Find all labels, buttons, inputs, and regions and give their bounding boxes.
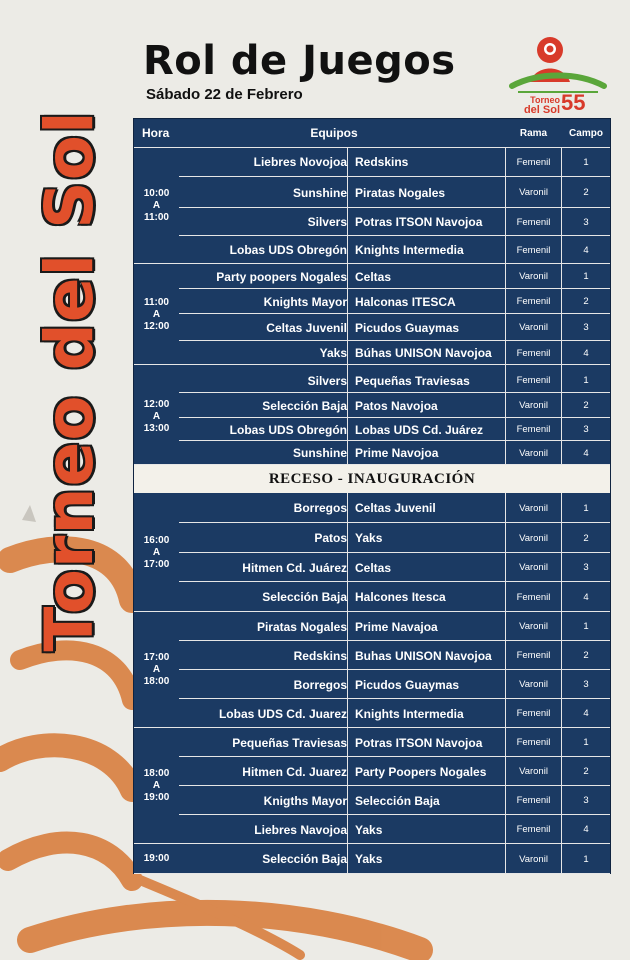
time-line1: 19:00	[143, 853, 170, 864]
time-line3: 12:00	[143, 320, 170, 332]
home-team: Redskins	[293, 648, 347, 663]
home-team: Silvers	[307, 215, 347, 229]
away-team: Prime Navojoa	[355, 446, 439, 460]
home-team: Celtas Juvenil	[266, 320, 347, 335]
table-row	[134, 493, 610, 523]
time-slot	[134, 728, 179, 844]
block-divider	[134, 727, 610, 728]
block-divider	[134, 873, 610, 874]
away-team: Party Poopers Nogales	[355, 764, 487, 779]
away-team: Knights Intermedia	[355, 243, 464, 257]
away-team: Búhas UNISON Navojoa	[355, 346, 492, 360]
campo-value: 1	[583, 156, 589, 168]
time-slot	[134, 493, 179, 612]
schedule-table	[133, 118, 611, 874]
table-row	[134, 553, 610, 582]
header-campo: Campo	[569, 127, 603, 139]
table-row	[134, 728, 610, 757]
rama-value: Femenil	[516, 824, 551, 835]
time-line2: A	[152, 308, 161, 320]
home-team: Pequeñas Traviesas	[232, 735, 347, 750]
rama-value: Femenil	[516, 650, 551, 661]
time-line2: A	[152, 546, 161, 558]
rama-value: Femenil	[516, 244, 551, 256]
away-team: Yaks	[355, 531, 383, 545]
rama-value: Femenil	[516, 795, 551, 806]
header-rama: Rama	[519, 127, 548, 139]
campo-value: 4	[583, 244, 589, 256]
logo-text-torneo: Torneo	[530, 95, 560, 105]
time-line3: 19:00	[143, 792, 170, 803]
table-row	[134, 441, 610, 465]
time-line1: 11:00	[143, 296, 169, 308]
table-row	[134, 236, 610, 264]
rama-value: Varonil	[519, 447, 548, 459]
home-team: Sunshine	[292, 185, 347, 200]
rama-value: Femenil	[516, 347, 551, 359]
campo-value: 2	[583, 296, 589, 307]
home-team: Lobas UDS Cd. Juarez	[218, 706, 347, 721]
time-line2: A	[152, 410, 161, 422]
time-line3: 18:00	[143, 676, 170, 687]
table-row	[134, 670, 610, 699]
away-team: Selección Baja	[355, 793, 440, 808]
rama-value: Varonil	[519, 621, 548, 632]
time-line2: A	[152, 199, 161, 211]
campo-value: 2	[583, 766, 589, 777]
campo-value: 4	[583, 591, 589, 603]
rama-value: Varonil	[519, 853, 548, 865]
time-line3: 17:00	[143, 558, 170, 570]
time-line2: A	[152, 664, 161, 675]
table-row	[134, 786, 610, 815]
table-row	[134, 582, 610, 612]
away-team: Piratas Nogales	[355, 185, 446, 200]
table-row	[134, 641, 610, 670]
home-team: Lobas UDS Obregón	[229, 243, 347, 257]
rama-value: Femenil	[516, 424, 551, 435]
home-team: Silvers	[307, 373, 347, 388]
table-header	[134, 119, 610, 148]
away-team: Potras ITSON Navojoa	[355, 735, 483, 750]
home-team: Knigths Mayor	[263, 793, 347, 808]
campo-value: 4	[583, 824, 589, 835]
away-team: Celtas Juvenil	[355, 501, 436, 515]
away-team: Picudos Guaymas	[355, 320, 460, 335]
home-team: Selección Baja	[262, 398, 347, 413]
sun-logo-icon	[508, 34, 608, 96]
away-team: Yaks	[355, 852, 383, 866]
away-team: Redskins	[355, 155, 409, 169]
home-team: Liebres Novojoa	[253, 155, 347, 169]
campo-value: 2	[583, 532, 589, 544]
campo-value: 1	[583, 271, 589, 282]
header-hora: Hora	[142, 126, 170, 140]
table-row	[134, 612, 610, 641]
campo-value: 3	[583, 424, 589, 435]
rama-value: Femenil	[516, 156, 551, 168]
rama-value: Femenil	[516, 296, 551, 307]
block-divider	[134, 364, 610, 365]
logo-number: 55	[561, 90, 586, 115]
table-row	[134, 264, 610, 289]
time-line3: 11:00	[143, 211, 169, 223]
rama-value: Varonil	[519, 187, 548, 198]
rama-value: Femenil	[516, 375, 551, 386]
time-slot	[134, 264, 179, 365]
time-slot	[134, 147, 179, 264]
rama-value: Varonil	[519, 400, 548, 411]
rama-value: Varonil	[519, 562, 548, 573]
campo-value: 3	[583, 679, 589, 690]
away-team: Celtas	[355, 269, 392, 284]
rama-value: Femenil	[516, 708, 551, 719]
page-title: Rol de Juegos	[143, 38, 456, 84]
table-row	[134, 844, 610, 874]
block-divider	[134, 843, 610, 844]
table-row	[134, 699, 610, 728]
campo-value: 1	[583, 621, 589, 632]
away-team: Potras ITSON Navojoa	[355, 215, 483, 229]
away-team: Picudos Guaymas	[355, 677, 460, 692]
away-team: Halcones Itesca	[355, 590, 446, 604]
rama-value: Femenil	[516, 737, 551, 748]
campo-value: 1	[583, 737, 589, 748]
rama-value: Varonil	[519, 679, 548, 690]
side-title: Torneo del Sol	[31, 110, 108, 652]
home-team: Sunshine	[292, 446, 347, 460]
home-team: Hitmen Cd. Juárez	[242, 560, 347, 575]
page-subtitle: Sábado 22 de Febrero	[146, 86, 303, 103]
receso-banner: RECESO - INAUGURACIÓN	[134, 465, 610, 493]
time-slot	[134, 612, 179, 728]
home-team: Liebres Navojoa	[254, 822, 347, 837]
home-team: Selección Baja	[262, 590, 347, 604]
rama-value: Varonil	[519, 766, 548, 777]
block-divider	[134, 611, 610, 612]
away-team: Halconas ITESCA	[355, 294, 456, 309]
home-team: Borregos	[293, 677, 347, 692]
table-row	[134, 208, 610, 236]
campo-value: 3	[583, 562, 589, 573]
away-team: Pequeñas Traviesas	[355, 373, 470, 388]
torneo-logo	[508, 34, 608, 114]
rama-value: Femenil	[516, 591, 551, 603]
away-team: Celtas	[355, 560, 392, 575]
rama-value: Varonil	[519, 271, 548, 282]
home-team: Knights Mayor	[263, 294, 347, 309]
time-line1: 12:00	[143, 398, 170, 410]
campo-value: 4	[583, 708, 589, 719]
campo-value: 1	[583, 375, 589, 386]
time-slot	[134, 368, 179, 465]
time-line1: 10:00	[143, 187, 170, 199]
table-row	[134, 289, 610, 314]
table-row	[134, 314, 610, 341]
home-team: Party poopers Nogales	[216, 269, 347, 284]
time-line1: 18:00	[143, 768, 170, 779]
rama-value: Varonil	[519, 502, 548, 514]
home-team: Patos	[314, 531, 347, 545]
block-divider	[134, 263, 610, 264]
campo-value: 3	[583, 795, 589, 806]
time-line2: A	[152, 780, 161, 791]
away-team: Patos Navojoa	[355, 398, 438, 413]
away-team: Lobas UDS Cd. Juárez	[355, 422, 484, 437]
table-row	[134, 815, 610, 844]
home-team: Selección Baja	[262, 852, 347, 866]
campo-value: 3	[583, 322, 589, 333]
table-row	[134, 757, 610, 786]
table-row	[134, 147, 610, 177]
rama-value: Femenil	[516, 216, 551, 228]
time-slot	[134, 844, 179, 874]
away-team: Yaks	[355, 822, 383, 837]
rama-value: Varonil	[519, 532, 548, 544]
campo-value: 2	[583, 400, 589, 411]
table-row	[134, 341, 610, 365]
away-team: Prime Navajoa	[355, 619, 438, 634]
table-row	[134, 177, 610, 208]
campo-value: 2	[583, 187, 589, 198]
logo-text-del-sol: del Sol	[523, 104, 560, 116]
home-team: Hitmen Cd. Juarez	[242, 764, 347, 779]
campo-value: 4	[583, 447, 589, 459]
time-line1: 17:00	[143, 652, 170, 663]
home-team: Yaks	[319, 346, 347, 360]
header-equipos: Equipos	[310, 126, 358, 140]
home-team: Piratas Nogales	[256, 619, 347, 634]
campo-value: 4	[583, 347, 589, 359]
rama-value: Varonil	[519, 322, 548, 333]
table-row	[134, 418, 610, 441]
table-row	[134, 523, 610, 553]
campo-value: 3	[583, 216, 589, 228]
table-row	[134, 393, 610, 418]
table-row	[134, 368, 610, 393]
home-team: Borregos	[293, 501, 347, 515]
campo-value: 1	[583, 502, 589, 514]
time-line1: 16:00	[143, 534, 170, 546]
campo-value: 2	[583, 650, 589, 661]
away-team: Knights Intermedia	[355, 706, 464, 721]
campo-value: 1	[583, 853, 589, 865]
time-line3: 13:00	[143, 422, 170, 434]
away-team: Buhas UNISON Navojoa	[355, 648, 492, 663]
home-team: Lobas UDS Obregón	[229, 422, 347, 437]
